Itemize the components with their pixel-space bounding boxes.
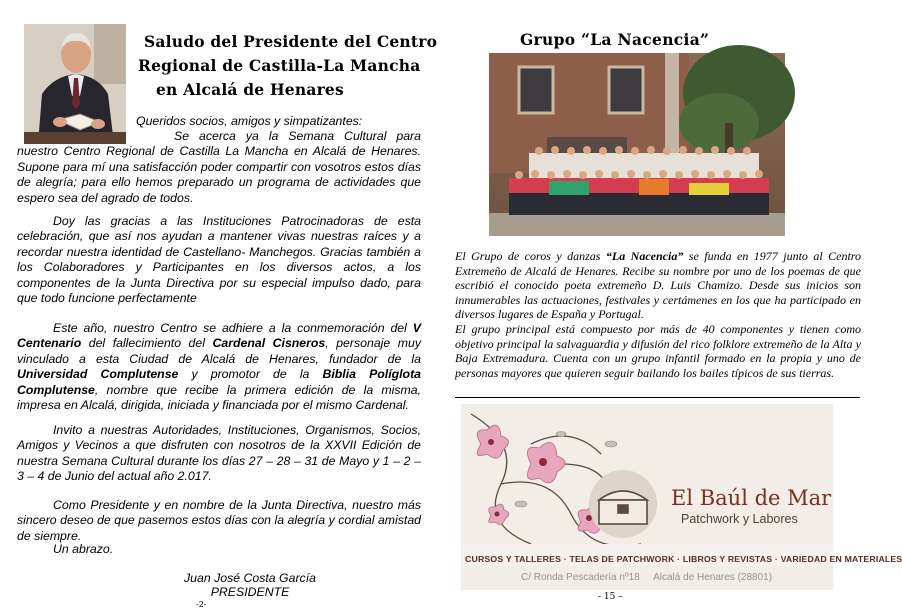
p3-bold-cisneros: Cardenal Cisneros (212, 336, 326, 351)
group-description (455, 249, 861, 380)
group-paragraph-1 (455, 249, 861, 322)
p3-part: , personaje muy vinculado a esta Ciudad de Alcalá de Henares, fundador de la (17, 336, 421, 366)
service-separator: · (774, 554, 778, 564)
service-item: VARIEDAD EN MATERIALES (780, 554, 902, 564)
title-line-2: Regional de Castilla-La Mancha (138, 56, 421, 75)
service-separator: · (677, 554, 681, 564)
advertisement (461, 404, 902, 590)
paragraph-4-text: Invito a nuestras Autoridades, Instituciones, Organismos, Socios, Amigos y Vecinos a que disfruten con nosotros de la XXVII Edición de nuestra Semana Cultural durante los días 27 – 28 – 31 de Mayo y 1 – 2 – 3 – 4 de Junio del actual año 2.017. (17, 423, 421, 484)
group-photo (489, 53, 785, 236)
paragraph-3-text (17, 321, 421, 413)
president-greeting-title (138, 30, 438, 102)
shop-city: Alcalá de Henares (28801) (653, 572, 773, 583)
services-row (465, 554, 902, 564)
title-line-3: en Alcalá de Henares (156, 80, 344, 99)
shop-address (521, 572, 772, 583)
divider (455, 397, 860, 398)
paragraph-3 (17, 321, 421, 413)
paragraph-1 (17, 129, 421, 206)
group-title: Grupo “La Nacencia” (520, 30, 710, 49)
group-paragraph-2: El grupo principal está compuesto por más de 40 componentes y tienen como objetivo principal la salvaguardia y difusión del rico folklore extremeño de la Alta y Baja Extremadura. Cuenta con un grupo infantil formado en la propia y uno de personas mayores que quieren seguir bailando los bailes típicos de sus tierras. (455, 321, 861, 380)
president-photo (24, 24, 126, 144)
gp1-part: El Grupo de coros y danzas (455, 249, 606, 263)
p3-bold-universidad: Universidad Complutense (17, 367, 179, 382)
paragraph-4 (17, 423, 421, 485)
shop-street: C/ Ronda Pescadería nº18 (521, 572, 640, 583)
signature-name: Juan José Costa García (184, 571, 316, 585)
service-item: LIBROS Y REVISTAS (682, 554, 773, 564)
p3-part: Este año, nuestro Centro se adhiere a la conmemoración del (53, 321, 413, 335)
greeting: Queridos socios, amigos y simpatizantes: (136, 114, 363, 128)
paragraph-2 (17, 214, 421, 306)
p3-bold-centenario: V Centenario (17, 321, 421, 351)
service-item: CURSOS Y TALLERES (465, 554, 562, 564)
p3-part: y promotor de la (178, 367, 323, 382)
title-line-1: Saludo del Presidente del Centro (144, 32, 438, 51)
page-number-left: -2- (196, 600, 207, 609)
p3-bold-biblia: Biblia Políglota Complutense (17, 367, 421, 397)
shop-tagline: Patchwork y Labores (681, 512, 798, 526)
paragraph-5-text: Como Presidente y en nombre de la Junta Directiva, nuestro más sincero deseo de que pasemos estos días con la alegría y cordial amistad de siempre. (17, 498, 421, 543)
shop-name: El Baúl de Mar (671, 486, 832, 510)
paragraph-1-text: Se acerca ya la Semana Cultural para nuestro Centro Regional de Castilla La Mancha en Alcalá de Henares. Supone para mí una satisfacción poder compartir con vosotros estos días de alegría; para ello hemos preparado un programa de actividades que espero sea del agrado de todos. (17, 129, 421, 205)
paragraph-5 (17, 498, 421, 544)
gp1-part: se funda en 1977 junto al Centro Extremeño de Alcalá de Henares. Recibe su nombre por uno de los poemas de que escribió el conocido poeta extremeño D. Luis Chamizo. Desde sus inicios son innumerables las actuaciones, festivales y certámenes en los que ha participado en diversos lugares de España y Portugal. (455, 249, 862, 322)
closing: Un abrazo. (53, 542, 114, 556)
service-separator: · (563, 554, 567, 564)
service-item: TELAS DE PATCHWORK (569, 554, 675, 564)
page-number-right: - 15 – (598, 592, 623, 602)
paragraph-2-text: Doy las gracias a las Instituciones Patrocinadoras de esta celebración, que así nos ayudan a mantener vivas nuestras raíces y a recordar nuestra identidad de Castellano- Manchegos. Gracias también a los Colaboradores y Participantes en los diversos actos, a los componentes de la Junta Directiva por su especial impulso dado, para que todo funcione perfectamente (17, 214, 421, 306)
signature-role: PRESIDENTE (210, 585, 290, 599)
p3-part: , nombre que recibe la primera edición de la misma, impresa en Alcalá, dirigida, iniciada y financiada por el mismo Cardenal. (17, 382, 421, 413)
gp1-bold-name: “La Nacencia” (605, 249, 684, 263)
p3-part: del fallecimiento del (81, 336, 213, 351)
